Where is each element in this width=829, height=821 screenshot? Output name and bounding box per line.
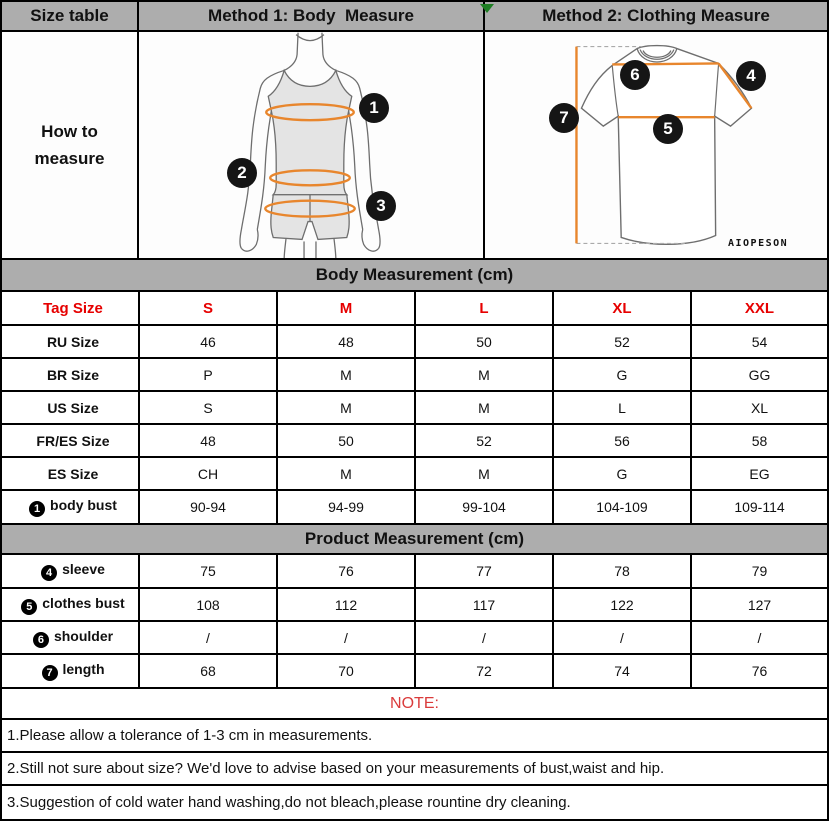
cell-value: XL xyxy=(691,391,827,424)
cell-value: 94-99 xyxy=(277,490,415,523)
cell-value: 76 xyxy=(691,654,827,687)
circled-number-icon: 4 xyxy=(41,565,57,581)
note-item-1: 1.Please allow a tolerance of 1-3 cm in measurements. xyxy=(2,720,827,753)
cell-value: 54 xyxy=(691,325,827,358)
cell-value: XL xyxy=(553,292,691,325)
measure-marker-5: 5 xyxy=(653,114,683,144)
cell-value: / xyxy=(139,621,277,654)
table-row-us-size xyxy=(2,391,827,424)
how-to-measure-label-cell xyxy=(2,32,139,258)
cell-label: RU Size xyxy=(2,325,139,358)
table-row-shoulder xyxy=(2,621,827,654)
cell-value: 48 xyxy=(277,325,415,358)
cell-value: GG xyxy=(691,358,827,391)
cell-value: / xyxy=(277,621,415,654)
cell-value: 117 xyxy=(415,588,553,621)
cell-value: M xyxy=(415,391,553,424)
cell-value: 70 xyxy=(277,654,415,687)
how-to-measure-label: How to measure xyxy=(34,121,105,168)
table-row-clothes-bust xyxy=(2,588,827,621)
table-row-fres-size xyxy=(2,424,827,457)
cell-value: P xyxy=(139,358,277,391)
cell-value: 68 xyxy=(139,654,277,687)
size-table-header: Size table xyxy=(2,2,139,30)
product-measurement-table xyxy=(2,555,827,687)
cell-value: L xyxy=(415,292,553,325)
cell-value: 112 xyxy=(277,588,415,621)
table-row-br-size xyxy=(2,358,827,391)
cell-label: 4 sleeve xyxy=(2,555,139,588)
cell-value: M xyxy=(415,457,553,490)
measure-marker-6: 6 xyxy=(620,60,650,90)
cell-value: M xyxy=(277,358,415,391)
cell-value: 108 xyxy=(139,588,277,621)
note-item-3: 3.Suggestion of cold water hand washing,do not bleach,please rountine dry cleaning. xyxy=(7,794,571,811)
cell-label: US Size xyxy=(2,391,139,424)
product-measurement-title: Product Measurement (cm) xyxy=(2,523,827,555)
how-to-measure-row xyxy=(2,32,827,260)
cell-value: M xyxy=(277,457,415,490)
table-row-sleeve xyxy=(2,555,827,588)
measure-marker-2: 2 xyxy=(227,158,257,188)
cell-value: 72 xyxy=(415,654,553,687)
note-item-2: 2.Still not sure about size? We'd love to advise based on your measurements of bust,waist and hip. xyxy=(2,753,827,786)
cell-value: 52 xyxy=(553,325,691,358)
cell-value: 99-104 xyxy=(415,490,553,523)
measure-marker-4: 4 xyxy=(736,61,766,91)
cell-value: 109-114 xyxy=(691,490,827,523)
cell-value: / xyxy=(415,621,553,654)
body-measure-illustration-cell xyxy=(139,32,485,258)
cell-value: XXL xyxy=(691,292,827,325)
method1-header: Method 1: Body Measure xyxy=(139,2,485,30)
cell-value: S xyxy=(139,391,277,424)
cell-value: 104-109 xyxy=(553,490,691,523)
measure-marker-3: 3 xyxy=(366,191,396,221)
cell-value: 77 xyxy=(415,555,553,588)
cell-label: 1 body bust xyxy=(2,490,139,523)
cell-value: G xyxy=(553,358,691,391)
body-measurement-title: Body Measurement (cm) xyxy=(2,260,827,292)
cell-label: ES Size xyxy=(2,457,139,490)
cell-label: 7 length xyxy=(2,654,139,687)
circled-number-icon: 1 xyxy=(29,501,45,517)
cell-value: 74 xyxy=(553,654,691,687)
cell-value: 76 xyxy=(277,555,415,588)
circled-number-icon: 6 xyxy=(33,632,49,648)
cell-value: 75 xyxy=(139,555,277,588)
cell-label: BR Size xyxy=(2,358,139,391)
cell-value: 50 xyxy=(277,424,415,457)
top-header-row xyxy=(2,2,827,32)
cell-value: / xyxy=(553,621,691,654)
method2-header: Method 2: Clothing Measure xyxy=(542,6,770,25)
cell-value: 48 xyxy=(139,424,277,457)
cell-value: L xyxy=(553,391,691,424)
cell-value: 127 xyxy=(691,588,827,621)
cell-value: M xyxy=(277,391,415,424)
cell-label: Tag Size xyxy=(2,292,139,325)
cell-value: / xyxy=(691,621,827,654)
cell-corner-marker-icon xyxy=(480,4,494,13)
cell-value: 52 xyxy=(415,424,553,457)
table-row-es-size xyxy=(2,457,827,490)
tshirt-illustration xyxy=(485,32,825,258)
cell-label: FR/ES Size xyxy=(2,424,139,457)
cell-value: 58 xyxy=(691,424,827,457)
cell-label: 6 shoulder xyxy=(2,621,139,654)
measure-marker-7: 7 xyxy=(549,103,579,133)
body-figure-illustration xyxy=(139,32,483,258)
circled-number-icon: 7 xyxy=(42,665,58,681)
cell-value: G xyxy=(553,457,691,490)
measure-marker-1: 1 xyxy=(359,93,389,123)
table-row-body-bust xyxy=(2,490,827,523)
body-measurement-table xyxy=(2,292,827,523)
table-row-ru-size xyxy=(2,325,827,358)
brand-label: AIOPESON xyxy=(728,238,789,249)
cell-value: 46 xyxy=(139,325,277,358)
cell-value: EG xyxy=(691,457,827,490)
cell-value: 90-94 xyxy=(139,490,277,523)
cell-value: 78 xyxy=(553,555,691,588)
table-row-length xyxy=(2,654,827,687)
cell-value: M xyxy=(415,358,553,391)
cell-value: S xyxy=(139,292,277,325)
note-title: NOTE: xyxy=(2,687,827,720)
cell-value: 122 xyxy=(553,588,691,621)
table-row-tag-size xyxy=(2,292,827,325)
clothing-measure-illustration-cell xyxy=(485,32,827,258)
cell-value: M xyxy=(277,292,415,325)
cell-value: 79 xyxy=(691,555,827,588)
circled-number-icon: 5 xyxy=(21,599,37,615)
cell-value: 56 xyxy=(553,424,691,457)
cell-value: 50 xyxy=(415,325,553,358)
cell-value: CH xyxy=(139,457,277,490)
cell-label: 5 clothes bust xyxy=(2,588,139,621)
